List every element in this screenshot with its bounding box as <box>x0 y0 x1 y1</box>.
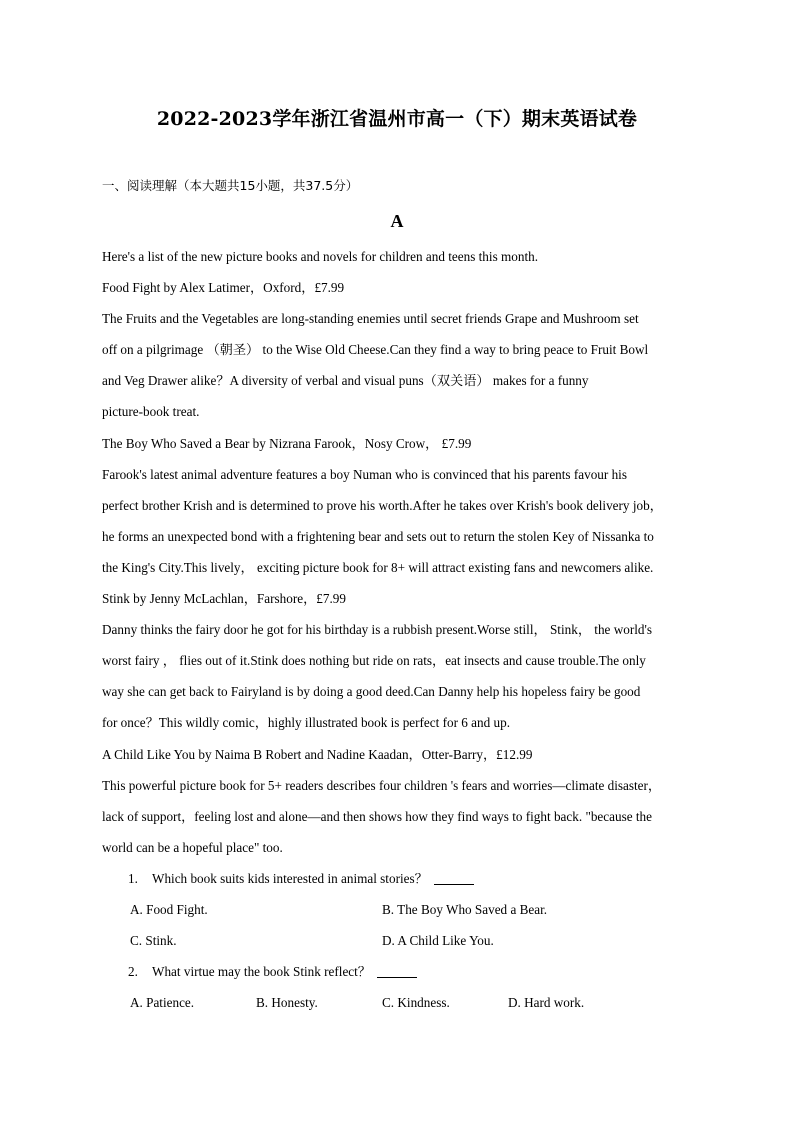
option-a[interactable]: A. Food Fight. <box>130 901 208 917</box>
paragraph-line: perfect brother Krish and is determined to prove his worth.After he takes over Krish's book delivery job， <box>102 497 663 513</box>
option-d[interactable]: D. A Child Like You. <box>382 933 494 949</box>
option-c[interactable]: C. Kindness. <box>382 995 450 1011</box>
question-text: What virtue may the book Stink reflect？ <box>152 964 371 980</box>
paragraph-line: off on a pilgrimage （朝圣） to the Wise Old Cheese.Can they find a way to bring peace to Fruit Bowl <box>102 342 649 358</box>
option-b[interactable]: B. The Boy Who Saved a Bear. <box>382 901 548 917</box>
question-number: 1. <box>128 870 138 886</box>
question-1 <box>102 866 702 897</box>
paragraph-line: he forms an unexpected bond with a frightening bear and sets out to return the stolen Key of Nissanka to <box>102 528 654 544</box>
book-entry-heading: The Boy Who Saved a Bear by Nizrana Farook，Nosy Crow， £7.99 <box>102 435 472 451</box>
question-text: Which book suits kids interested in animal stories？ <box>152 870 428 886</box>
section-heading: 一、阅读理解（本大题共15小题，共37.5分） <box>102 178 359 193</box>
question-2-options-row <box>102 990 702 1021</box>
paragraph-line: The Fruits and the Vegetables are long-standing enemies until secret friends Grape and Mushroom set <box>102 311 639 327</box>
question-number: 2. <box>128 964 138 980</box>
paragraph-line: and Veg Drawer alike？A diversity of verbal and visual puns（双关语） makes for a funny <box>102 373 589 389</box>
paragraph-line: picture-book treat. <box>102 404 200 420</box>
paragraph-line: the King's City.This lively， exciting picture book for 8+ will attract existing fans and newcomers alike. <box>102 559 654 575</box>
book-entry-heading: Stink by Jenny McLachlan，Farshore，£7.99 <box>102 591 346 607</box>
book-entry-heading: A Child Like You by Naima B Robert and Nadine Kaadan，Otter-Barry，£12.99 <box>102 746 533 762</box>
question-1-options-row-1 <box>102 897 702 928</box>
paragraph-line: Here's a list of the new picture books and novels for children and teens this month. <box>102 249 538 264</box>
paragraph-line: way she can get back to Fairyland is by doing a good deed.Can Danny help his hopeless fairy be good <box>102 684 641 700</box>
question-2 <box>102 959 702 990</box>
book-entry-heading: Food Fight by Alex Latimer，Oxford，£7.99 <box>102 280 345 296</box>
paragraph-line: Farook's latest animal adventure features a boy Numan who is convinced that his parents favour his <box>102 466 627 482</box>
exam-title: 2022-2023学年浙江省温州市高一（下）期末英语试卷 <box>156 108 638 130</box>
option-d[interactable]: D. Hard work. <box>508 995 585 1011</box>
paragraph-line: world can be a hopeful place" too. <box>102 839 283 855</box>
paragraph-line: for once？This wildly comic，highly illustrated book is perfect for 6 and up. <box>102 715 510 731</box>
paragraph-line: Danny thinks the fairy door he got for his birthday is a rubbish present.Worse still， Stink， the world's <box>102 622 652 638</box>
option-a[interactable]: A. Patience. <box>130 995 195 1011</box>
question-1-options-row-2 <box>102 928 702 959</box>
paragraph-line: This powerful picture book for 5+ readers describes four children 's fears and worries—climate disaster， <box>102 777 662 793</box>
passage-body <box>102 244 702 1021</box>
option-c[interactable]: C. Stink. <box>130 933 177 949</box>
paragraph-line: worst fairy ， flies out of it.Stink does nothing but ride on rats，eat insects and cause trouble.The only <box>102 653 646 669</box>
paragraph-line: lack of support，feeling lost and alone—and then shows how they find ways to fight back. "because the <box>102 808 652 824</box>
answer-blank[interactable] <box>434 870 474 885</box>
option-b[interactable]: B. Honesty. <box>256 995 318 1011</box>
answer-blank[interactable] <box>377 963 417 978</box>
passage-label: A <box>390 211 404 231</box>
